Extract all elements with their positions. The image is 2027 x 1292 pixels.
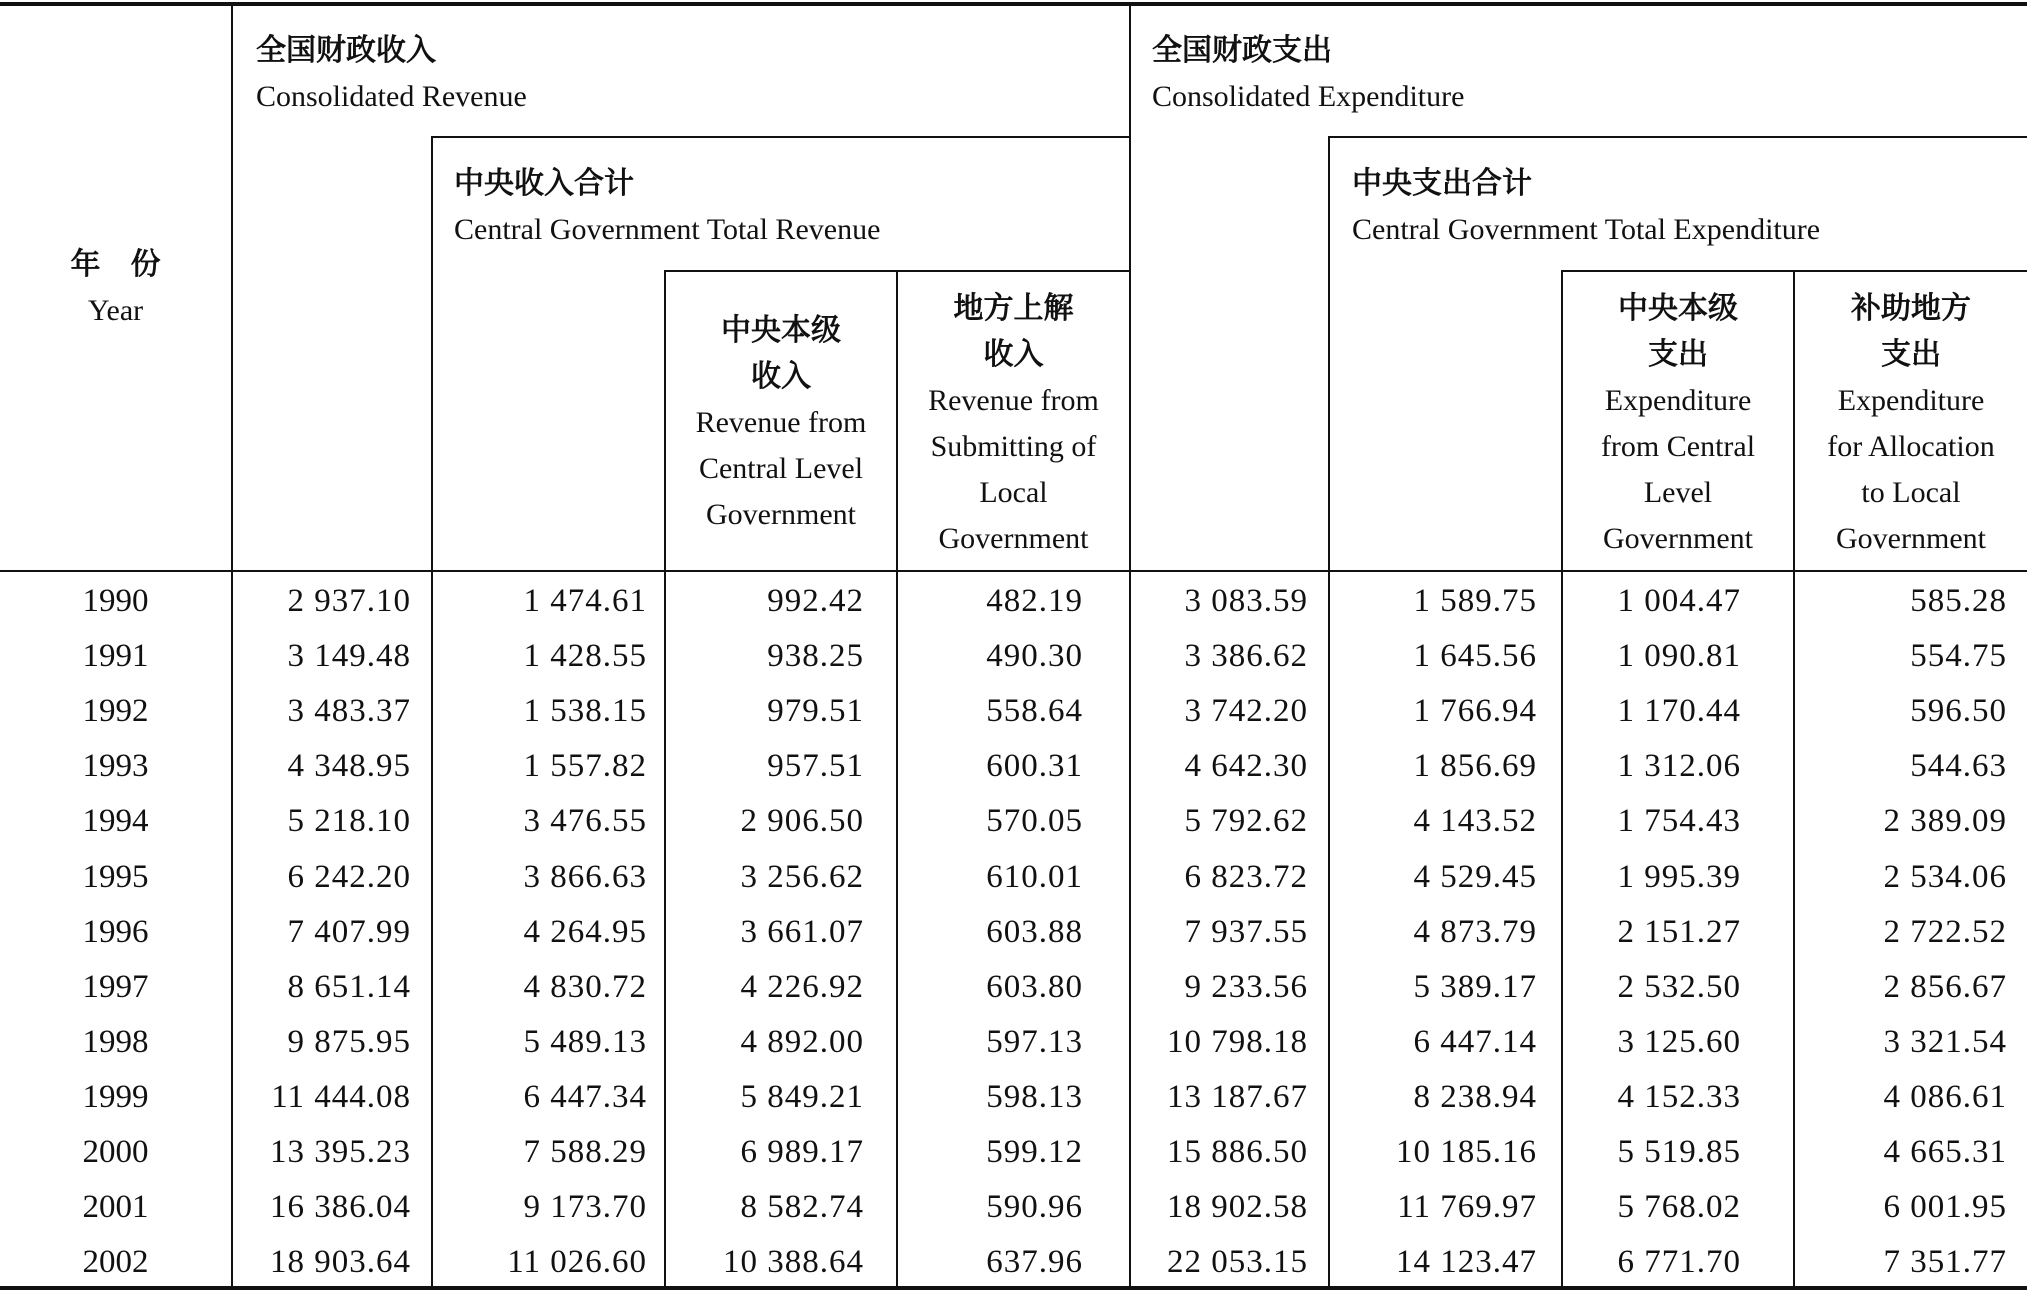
local-submit-revenue-header xyxy=(898,286,1129,562)
cell-local-submit-revenue: 570.05 xyxy=(986,803,1083,840)
cell-central-total-revenue: 6 447.34 xyxy=(523,1078,647,1115)
cell-year: 1995 xyxy=(82,858,149,895)
cell-central-level-expenditure: 1 754.43 xyxy=(1617,803,1741,840)
local-allocation-expenditure-cn2: 支出 xyxy=(1881,337,1941,372)
local-allocation-expenditure-en3: to Local xyxy=(1861,476,1961,509)
cell-year: 1999 xyxy=(82,1078,149,1115)
cell-central-level-revenue: 4 892.00 xyxy=(740,1023,864,1060)
central-revenue-header-en: Central Government Total Revenue xyxy=(454,213,881,246)
cell-central-level-revenue: 10 388.64 xyxy=(723,1244,864,1281)
cell-central-total-revenue: 4 830.72 xyxy=(523,968,647,1005)
local-submit-revenue-en1: Revenue from xyxy=(928,384,1099,417)
cell-central-total-expenditure: 11 769.97 xyxy=(1397,1189,1537,1226)
cell-local-allocation-expenditure: 6 001.95 xyxy=(1883,1189,2007,1226)
cell-consolidated-revenue: 7 407.99 xyxy=(287,913,411,950)
cell-consolidated-expenditure: 10 798.18 xyxy=(1167,1023,1308,1060)
cell-central-level-expenditure: 2 151.27 xyxy=(1617,913,1741,950)
cell-year: 1992 xyxy=(82,693,149,730)
cell-year: 1996 xyxy=(82,913,149,950)
cell-central-level-revenue: 8 582.74 xyxy=(740,1189,864,1226)
cell-central-level-revenue: 979.51 xyxy=(767,693,864,730)
top-rule xyxy=(0,2,2027,6)
central-level-revenue-cn1: 中央本级 xyxy=(721,313,841,348)
cell-year: 2001 xyxy=(82,1189,149,1226)
central-level-revenue-en2: Central Level xyxy=(698,452,864,485)
revenue-header-cn: 全国财政收入 xyxy=(256,33,436,68)
cell-central-total-revenue: 1 557.82 xyxy=(523,748,647,785)
cell-consolidated-revenue: 8 651.14 xyxy=(287,968,411,1005)
cell-central-total-expenditure: 4 529.45 xyxy=(1413,858,1537,895)
central-level-expenditure-en4: Government xyxy=(1603,522,1753,555)
cell-consolidated-expenditure: 9 233.56 xyxy=(1184,968,1308,1005)
cell-local-allocation-expenditure: 2 389.09 xyxy=(1883,803,2007,840)
cell-consolidated-expenditure: 22 053.15 xyxy=(1167,1244,1308,1281)
cell-central-total-revenue: 4 264.95 xyxy=(523,913,647,950)
central-level-revenue-en1: Revenue from xyxy=(695,406,867,439)
expenditure-header-en: Consolidated Expenditure xyxy=(1152,80,1465,113)
revenue-header-en: Consolidated Revenue xyxy=(256,80,527,113)
cell-local-allocation-expenditure: 554.75 xyxy=(1910,638,2007,675)
cell-central-level-revenue: 992.42 xyxy=(767,583,864,619)
cell-year: 2000 xyxy=(82,1134,149,1170)
cell-consolidated-expenditure: 6 823.72 xyxy=(1184,858,1308,895)
cell-central-level-revenue: 938.25 xyxy=(767,638,864,675)
cell-central-level-expenditure: 2 532.50 xyxy=(1617,968,1741,1005)
local-submit-revenue-en3: Local xyxy=(979,476,1048,509)
cell-central-total-revenue: 9 173.70 xyxy=(523,1189,647,1226)
local-submit-revenue-en2: Submitting of xyxy=(930,430,1097,463)
central-level-expenditure-cn2: 支出 xyxy=(1648,337,1708,372)
cell-consolidated-revenue: 16 386.04 xyxy=(270,1189,411,1226)
central-level-expenditure-en2: from Central xyxy=(1600,430,1756,463)
cell-central-level-expenditure: 1 090.81 xyxy=(1617,638,1741,675)
cell-central-total-revenue: 1 428.55 xyxy=(523,638,647,675)
cell-central-total-expenditure: 6 447.14 xyxy=(1413,1023,1537,1060)
cell-central-total-expenditure: 1 856.69 xyxy=(1413,748,1537,785)
cell-consolidated-revenue: 13 395.23 xyxy=(270,1134,411,1170)
central-level-expenditure-header xyxy=(1563,286,1793,562)
cell-local-submit-revenue: 482.19 xyxy=(986,583,1083,619)
cell-consolidated-expenditure: 13 187.67 xyxy=(1167,1078,1308,1115)
central-expenditure-header xyxy=(1352,161,1820,253)
cell-consolidated-expenditure: 5 792.62 xyxy=(1184,803,1308,840)
cell-central-level-expenditure: 4 152.33 xyxy=(1617,1078,1741,1115)
cell-consolidated-revenue: 11 444.08 xyxy=(271,1078,411,1115)
cell-central-level-revenue: 3 661.07 xyxy=(740,913,864,950)
expenditure-subheader-rule xyxy=(1328,136,2027,138)
expenditure-header-cn: 全国财政支出 xyxy=(1152,33,1332,68)
cell-central-total-revenue: 5 489.13 xyxy=(523,1023,647,1060)
cell-consolidated-expenditure: 3 742.20 xyxy=(1184,693,1308,730)
cell-central-level-expenditure: 1 004.47 xyxy=(1617,583,1741,619)
cell-central-level-revenue: 6 989.17 xyxy=(740,1134,864,1170)
cell-consolidated-expenditure: 18 902.58 xyxy=(1167,1189,1308,1226)
central-expenditure-header-en: Central Government Total Expenditure xyxy=(1352,213,1821,246)
cell-consolidated-revenue: 18 903.64 xyxy=(270,1244,411,1281)
cell-central-total-revenue: 1 474.61 xyxy=(523,583,647,619)
cell-central-level-expenditure: 1 995.39 xyxy=(1617,858,1741,895)
cell-central-total-expenditure: 5 389.17 xyxy=(1413,968,1537,1005)
cell-local-allocation-expenditure: 2 856.67 xyxy=(1883,968,2007,1005)
cell-central-total-expenditure: 1 766.94 xyxy=(1413,693,1537,730)
cell-central-level-revenue: 957.51 xyxy=(767,748,864,785)
cell-consolidated-revenue: 5 218.10 xyxy=(287,803,411,840)
cell-consolidated-expenditure: 15 886.50 xyxy=(1167,1134,1308,1170)
expenditure-header xyxy=(1152,28,1464,120)
cell-consolidated-expenditure: 4 642.30 xyxy=(1184,748,1308,785)
cell-central-level-expenditure: 5 768.02 xyxy=(1617,1189,1741,1226)
cell-local-submit-revenue: 610.01 xyxy=(986,858,1083,895)
cell-local-submit-revenue: 590.96 xyxy=(986,1189,1083,1226)
cell-local-submit-revenue: 603.88 xyxy=(986,913,1083,950)
local-submit-revenue-cn1: 地方上解 xyxy=(953,291,1074,326)
cell-local-submit-revenue: 637.96 xyxy=(986,1244,1083,1281)
cell-consolidated-expenditure: 7 937.55 xyxy=(1184,913,1308,950)
cell-year: 1997 xyxy=(82,968,149,1005)
revenue-subheader-rule xyxy=(431,136,1131,138)
cell-consolidated-revenue: 2 937.10 xyxy=(287,583,411,619)
cell-local-submit-revenue: 558.64 xyxy=(986,693,1083,730)
central-revenue-header xyxy=(454,161,880,253)
cell-local-submit-revenue: 603.80 xyxy=(986,968,1083,1005)
cell-central-level-revenue: 5 849.21 xyxy=(740,1078,864,1115)
cell-local-allocation-expenditure: 585.28 xyxy=(1910,583,2007,619)
cell-central-total-revenue: 3 866.63 xyxy=(523,858,647,895)
year-header-cn: 年 份 xyxy=(70,247,161,282)
cell-central-total-expenditure: 14 123.47 xyxy=(1396,1244,1537,1281)
revenue-header xyxy=(256,28,527,120)
cell-local-submit-revenue: 600.31 xyxy=(986,748,1083,785)
cell-central-level-expenditure: 1 312.06 xyxy=(1617,748,1741,785)
cell-consolidated-expenditure: 3 386.62 xyxy=(1184,638,1308,675)
cell-central-total-revenue: 7 588.29 xyxy=(523,1134,647,1170)
cell-consolidated-expenditure: 3 083.59 xyxy=(1184,583,1308,619)
cell-central-total-revenue: 11 026.60 xyxy=(507,1244,647,1281)
cell-central-total-revenue: 1 538.15 xyxy=(523,693,647,730)
cell-consolidated-revenue: 3 149.48 xyxy=(287,638,411,675)
central-level-revenue-en3: Government xyxy=(706,498,856,531)
cell-central-level-revenue: 3 256.62 xyxy=(740,858,864,895)
central-level-revenue-cn2: 收入 xyxy=(751,359,811,394)
local-allocation-expenditure-en2: for Allocation xyxy=(1827,430,1995,463)
cell-local-allocation-expenditure: 596.50 xyxy=(1910,693,2007,730)
cell-central-level-revenue: 2 906.50 xyxy=(740,803,864,840)
cell-local-allocation-expenditure: 544.63 xyxy=(1910,748,2007,785)
cell-year: 1994 xyxy=(82,803,149,840)
year-header xyxy=(0,242,231,334)
local-allocation-expenditure-cn1: 补助地方 xyxy=(1851,291,1971,326)
cell-year: 1993 xyxy=(82,748,149,785)
cell-year: 1998 xyxy=(82,1023,149,1060)
local-allocation-expenditure-header xyxy=(1795,286,2027,562)
cell-local-submit-revenue: 599.12 xyxy=(986,1134,1083,1170)
cell-local-submit-revenue: 490.30 xyxy=(986,638,1083,675)
header-bottom-rule xyxy=(0,570,2027,572)
cell-local-allocation-expenditure: 7 351.77 xyxy=(1883,1244,2007,1281)
local-submit-revenue-cn2: 收入 xyxy=(983,337,1044,372)
cell-consolidated-revenue: 6 242.20 xyxy=(287,858,411,895)
cell-local-allocation-expenditure: 2 534.06 xyxy=(1883,858,2007,895)
central-expenditure-header-cn: 中央支出合计 xyxy=(1352,166,1532,201)
cell-local-allocation-expenditure: 2 722.52 xyxy=(1883,913,2007,950)
cell-consolidated-revenue: 9 875.95 xyxy=(287,1023,411,1060)
cell-central-level-expenditure: 6 771.70 xyxy=(1617,1244,1741,1281)
cell-central-total-expenditure: 4 143.52 xyxy=(1413,803,1537,840)
central-level-expenditure-en1: Expenditure xyxy=(1604,384,1752,417)
cell-year: 1991 xyxy=(82,638,149,675)
cell-central-total-expenditure: 4 873.79 xyxy=(1413,913,1537,950)
local-submit-revenue-en4: Government xyxy=(938,522,1089,555)
cell-consolidated-revenue: 3 483.37 xyxy=(287,693,411,730)
cell-year: 2002 xyxy=(82,1244,149,1281)
local-allocation-expenditure-en1: Expenditure xyxy=(1837,384,1985,417)
cell-central-level-expenditure: 5 519.85 xyxy=(1617,1134,1741,1170)
cell-central-total-expenditure: 10 185.16 xyxy=(1396,1134,1537,1170)
cell-local-allocation-expenditure: 3 321.54 xyxy=(1883,1023,2007,1060)
cell-central-level-revenue: 4 226.92 xyxy=(740,968,864,1005)
cell-local-submit-revenue: 597.13 xyxy=(986,1023,1083,1060)
cell-central-total-expenditure: 1 589.75 xyxy=(1413,583,1537,619)
cell-central-level-expenditure: 1 170.44 xyxy=(1617,693,1741,730)
year-header-en: Year xyxy=(87,294,144,327)
cell-local-submit-revenue: 598.13 xyxy=(986,1078,1083,1115)
cell-central-total-expenditure: 1 645.56 xyxy=(1413,638,1537,675)
central-level-expenditure-en3: Level xyxy=(1643,476,1713,509)
cell-local-allocation-expenditure: 4 086.61 xyxy=(1883,1078,2007,1115)
cell-local-allocation-expenditure: 4 665.31 xyxy=(1883,1134,2007,1170)
central-level-expenditure-cn1: 中央本级 xyxy=(1618,291,1738,326)
cell-central-total-revenue: 3 476.55 xyxy=(523,803,647,840)
local-allocation-expenditure-en4: Government xyxy=(1836,522,1986,555)
central-revenue-header-cn: 中央收入合计 xyxy=(454,166,634,201)
cell-consolidated-revenue: 4 348.95 xyxy=(287,748,411,785)
central-level-revenue-header xyxy=(666,308,896,538)
cell-central-level-expenditure: 3 125.60 xyxy=(1617,1023,1741,1060)
cell-central-total-expenditure: 8 238.94 xyxy=(1413,1078,1537,1115)
cell-year: 1990 xyxy=(82,583,149,619)
